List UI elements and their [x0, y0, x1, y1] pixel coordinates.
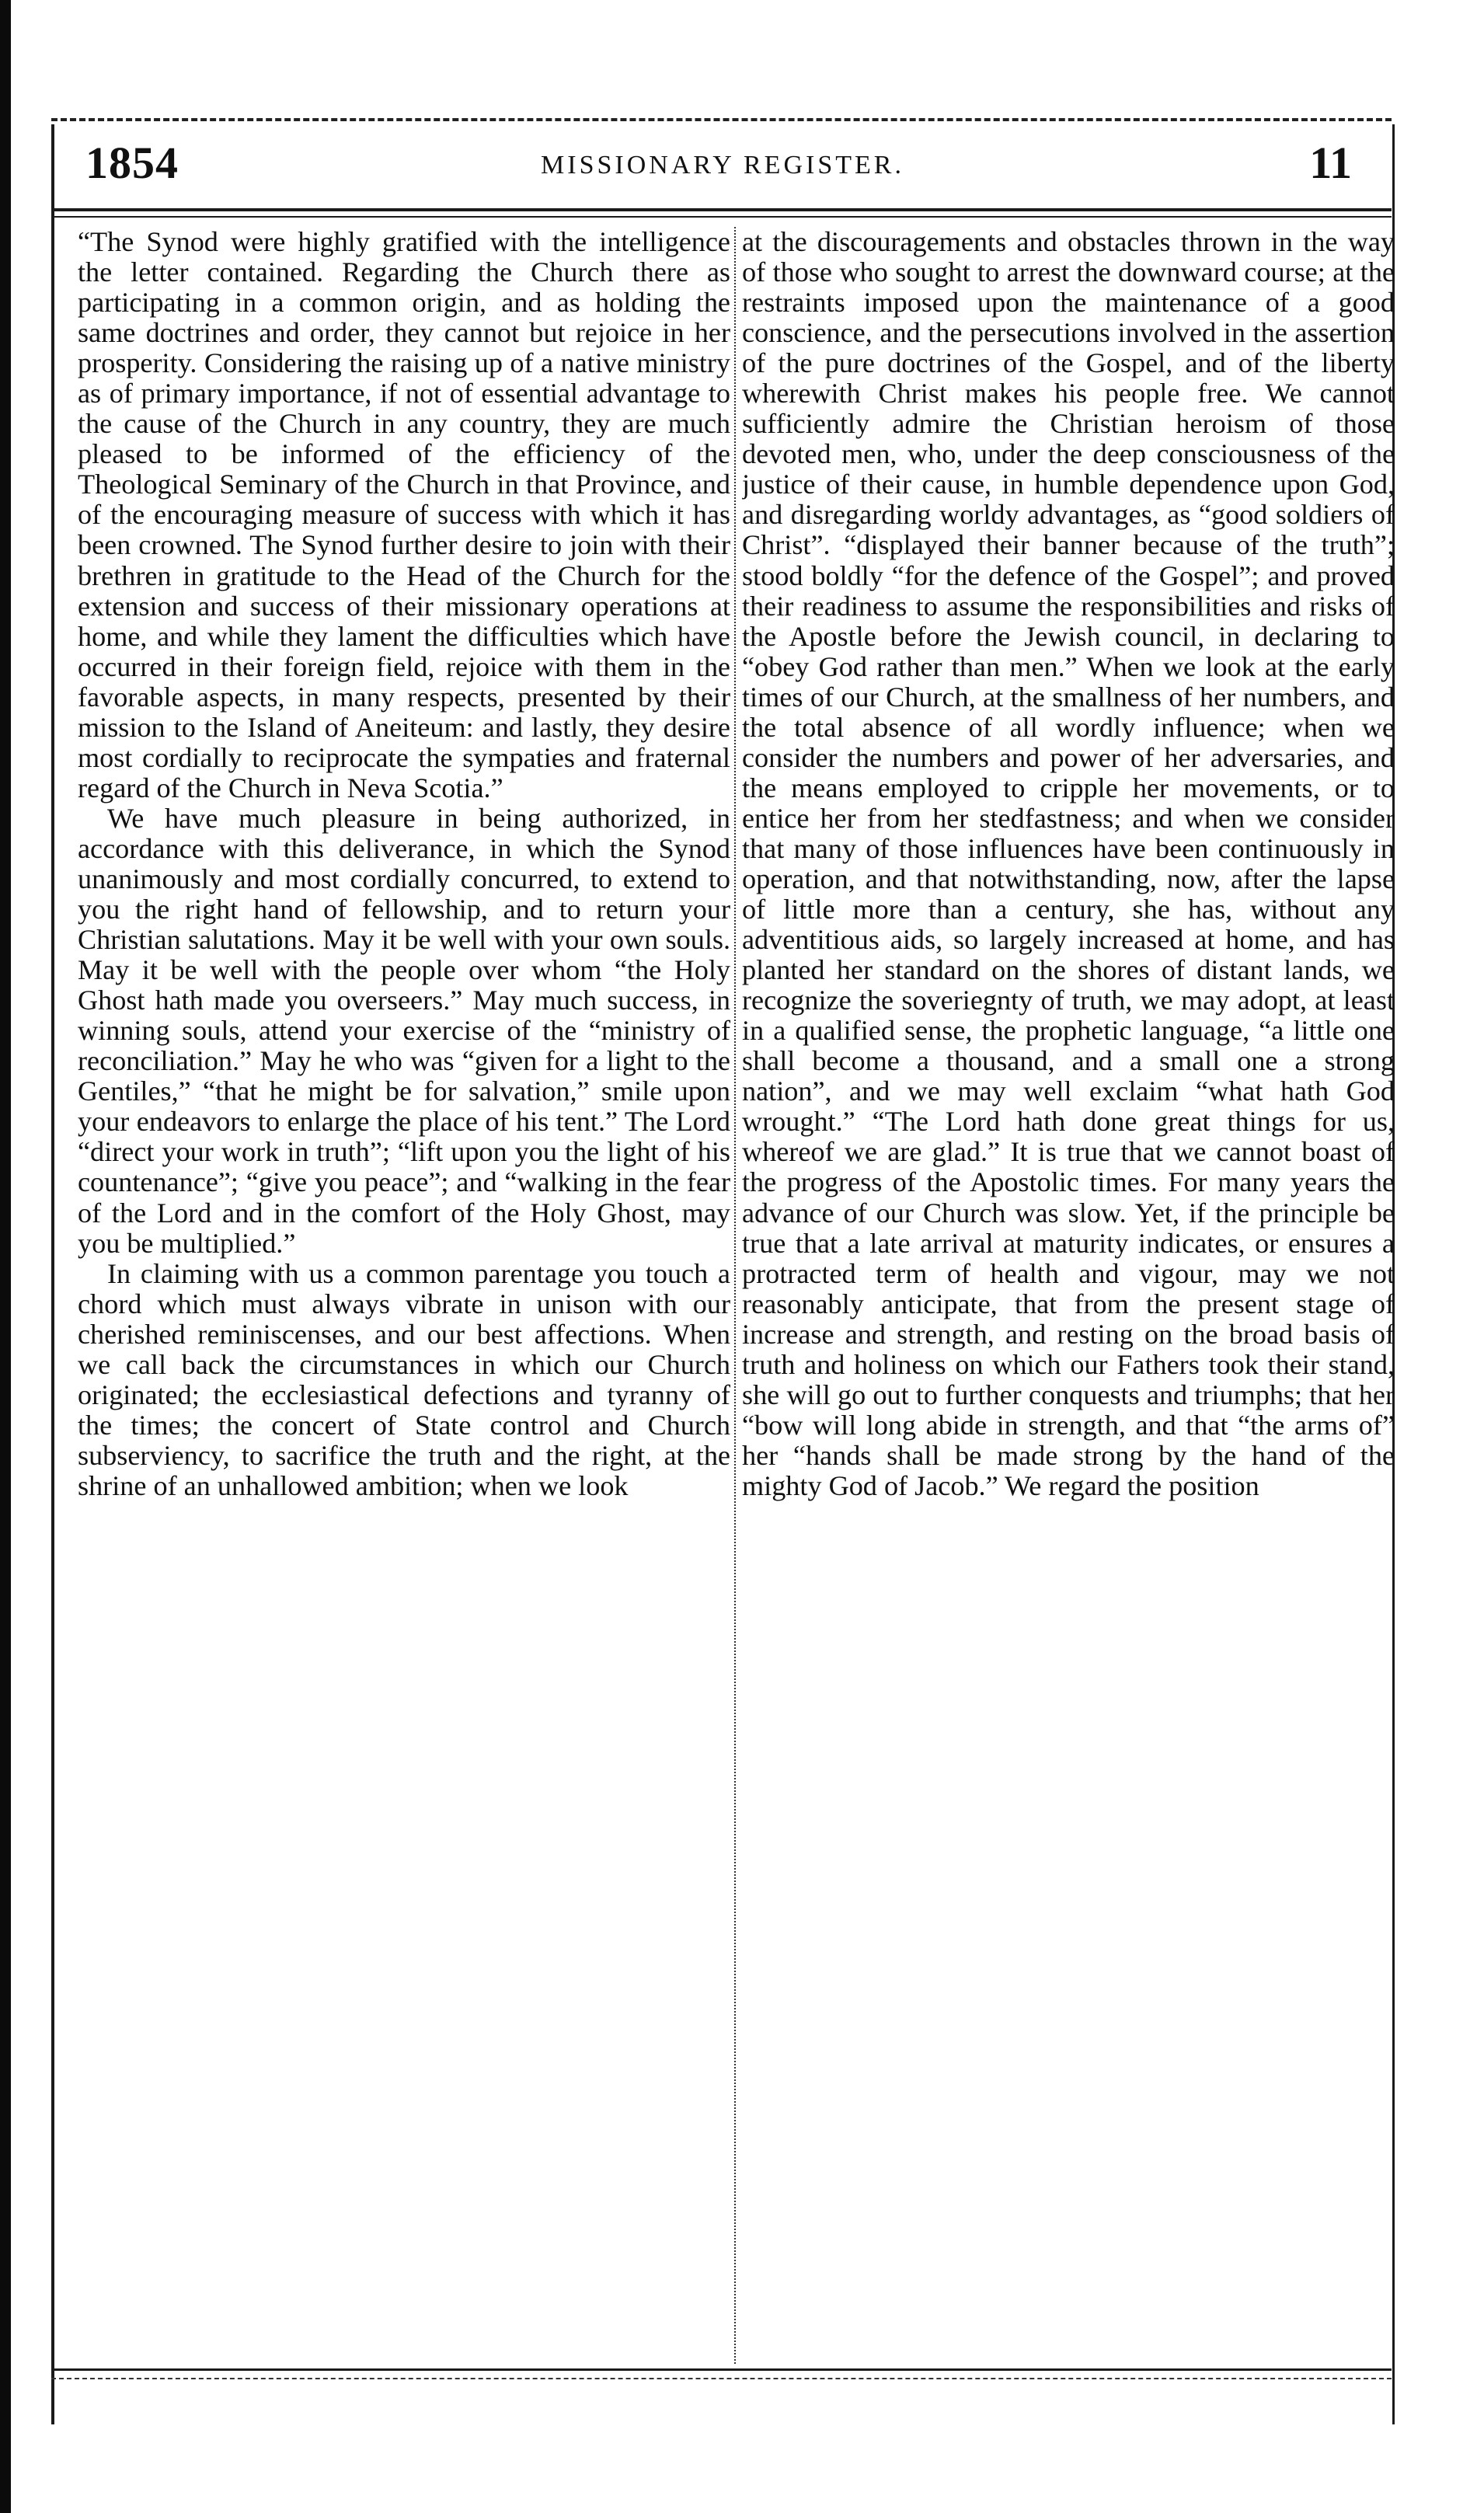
- header-rule: [51, 208, 1392, 211]
- paragraph-continuation: at the discouragements and obstacles thrown in the way of those who sought to arrest the downward course; at the restraints imposed upon the maintenance of a good conscience, and the persecutions involved in the assertion of the pure doctrines of the Gospel, and of the liberty wherewith Christ makes his people free. We cannot sufficiently admire the Christian heroism of those devoted men, who, under the deep consciousness of the justice of their cause, in humble dependence upon God, and disregarding worldy advantages, as “good soldiers of Christ”. “displayed their banner because of the truth”; stood boldly “for the defence of the Gospel”; and proved their readiness to assume the responsibilities and risks of the Apostle before the Jewish council, in declaring to “obey God rather than men.” When we look at the early times of our Church, at the smallness of her numbers, and the total absence of all wordly influence; when we consider the numbers and power of her adversaries, and the means employed to cripple her movements, or to entice her from her stedfastness; and when we consider that many of those influences have been continuously in operation, and that notwithstanding, now, after the lapse of little more than a century, she has, without any adventitious aids, so largely increased at home, and has planted her standard on the shores of distant lands, we recognize the soveriegnty of truth, we may adopt, at least in a qualified sense, the prophetic language, “a little one shall become a thousand, and a small one a strong nation”, and we may well exclaim “what hath God wrought.” “The Lord hath done great things for us, whereof we are glad.” It is true that we cannot boast of the progress of the Apostolic times. For many years the advance of our Church was slow. Yet, if the principle be true that a late arrival at maturity indicates, or ensures a protracted term of health and vigour, may we not reasonably anticipate, that from the present stage of increase and strength, and resting on the broad basis of truth and holiness on which our Fathers took their stand, she will go out to further conquests and triumphs; that her “bow will long abide in strength, and that “the arms of” her “hands shall be made strong by the hand of the mighty God of Jacob.” We regard the position: [742, 227, 1395, 1501]
- binding-edge: [0, 0, 11, 2513]
- header-year: 1854: [85, 138, 179, 188]
- right-column: [742, 227, 1395, 2356]
- paragraph-common-parentage: In claiming with us a common parentage you touch a chord which must always vibrate in unison with our cherished reminiscenses, and our best affections. When we call back the circumstances in which our Church originated; the ecclesiastical defections and tyranny of the times; the concert of State control and Church subserviency, to sacrifice the truth and the right, at the shrine of an unhallowed ambition; when we look: [78, 1257, 730, 1501]
- column-divider: [734, 227, 736, 2364]
- page-number: 11: [1309, 138, 1352, 188]
- header-rule-thin: [51, 216, 1392, 218]
- paragraph-synod-deliverance: “The Synod were highly gratified with the intelligence the letter contained. Regarding the Church there as participating in a common origin, and as holding the same doctrines and order, they cannot but rejoice in her prosperity. Considering the raising up of a native ministry as of primary importance, if not of essential advantage to the cause of the Church in any country, they are much pleased to be informed of the efficiency of the Theological Seminary of the Church in that Province, and of the encouraging measure of success with which it has been crowned. The Synod further desire to join with their brethren in gratitude to the Head of the Church for the extension and success of their missionary operations at home, and while they lament the difficulties which have occurred in their foreign field, rejoice with them in the favorable aspects, in many respects, presented by their mission to the Island of Aneiteum: and lastly, they desire most cordially to reciprocate the sympaties and fraternal regard of the Church in Neva Scotia.”: [78, 227, 730, 803]
- paragraph-fellowship: We have much pleasure in being authorized, in accordance with this deliverance, in which the Synod unanimously and most cordially concurred, to extend to you the right hand of fellowship, and to return your Christian salutations. May it be well with your own souls. May it be well with the people over whom “the Holy Ghost hath made you overseers.” May much success, in winning souls, attend your exercise of the “ministry of reconciliation.” May he who was “given for a light to the Gentiles,” “that he might be for salvation,” smile upon your endeavors to enlarge the place of his tent.” The Lord “direct your work in truth”; “lift upon you the light of his countenance”; “give you peace”; and “walking in the fear of the Lord and in the comfort of the Holy Ghost, may you be multiplied.”: [78, 802, 730, 1259]
- bottom-rule: [51, 2368, 1392, 2371]
- header-title: MISSIONARY REGISTER.: [541, 151, 904, 180]
- left-column: [78, 227, 730, 2356]
- top-border-rule: [51, 118, 1392, 121]
- running-header: [78, 137, 1367, 191]
- bottom-rule-dashed: [51, 2378, 1392, 2379]
